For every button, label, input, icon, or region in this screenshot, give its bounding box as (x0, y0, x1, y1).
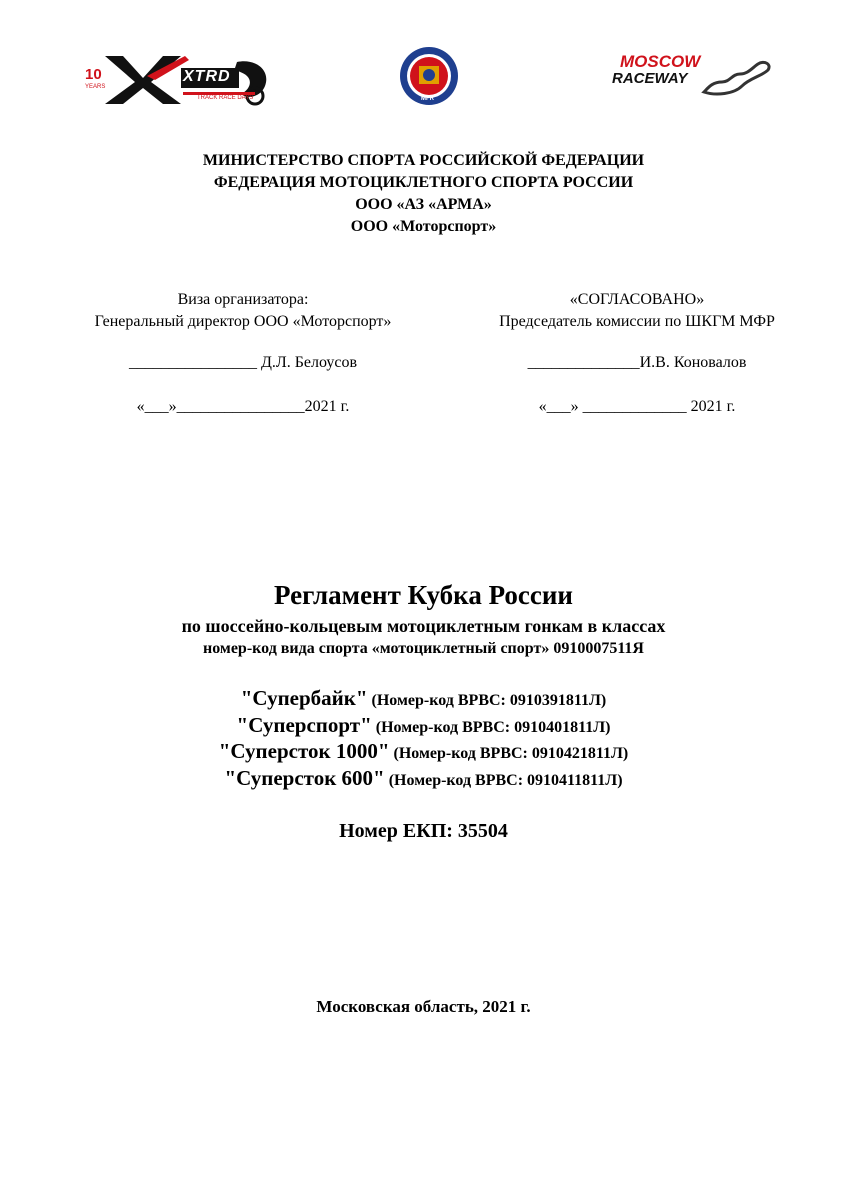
class-code: (Номер-код ВРВС: 0910391811Л) (371, 692, 607, 709)
moscow-raceway-logo (612, 52, 774, 100)
class-line (0, 738, 847, 767)
ekp-number: Номер ЕКП: 35504 (339, 820, 508, 842)
approval-right-position: Председатель комиссии по ШКГМ МФР (499, 313, 775, 330)
moscow-raceway-line2: RACEWAY (612, 70, 688, 87)
xtrd-tagline: TRACK RACE DAYS (197, 95, 254, 101)
xtrd-years-word: YEARS (85, 84, 106, 90)
header-org-arma: ООО «АЗ «АРМА» (355, 196, 492, 213)
sport-code: номер-код вида спорта «мотоциклетный спорт» 0910007511Я (203, 640, 644, 657)
document-title: Регламент Кубка России (274, 580, 573, 610)
class-name: "Суперсток 1000" (218, 739, 390, 763)
xtrd-logo (85, 48, 275, 110)
class-code: (Номер-код ВРВС: 0910421811Л) (393, 745, 629, 762)
mfr-emblem (394, 46, 464, 106)
approval-right-date: «___» _____________ 2021 г. (538, 398, 736, 415)
class-name: "Супербайк" (240, 686, 368, 710)
document-subtitle: по шоссейно-кольцевым мотоциклетным гонкам в классах (181, 616, 666, 636)
approval-left-position: Генеральный директор ООО «Моторспорт» (94, 313, 392, 330)
approval-right-signature: ______________И.В. Коновалов (527, 354, 747, 371)
header-org-motorsport: ООО «Моторспорт» (350, 218, 497, 235)
class-line (0, 685, 847, 714)
approval-left-title: Виза организатора: (177, 291, 309, 308)
class-line (0, 712, 847, 741)
xtrd-brand: XTRD (183, 68, 231, 85)
footer-location: Московская область, 2021 г. (316, 997, 531, 1016)
header-federation: ФЕДЕРАЦИЯ МОТОЦИКЛЕТНОГО СПОРТА РОССИИ (213, 174, 634, 191)
class-name: "Суперсток 600" (224, 766, 385, 790)
class-name: "Суперспорт" (236, 713, 372, 737)
xtrd-years-number: 10 (85, 66, 102, 83)
mfr-emblem-text: MFR (421, 96, 434, 102)
approval-left-date: «___»________________2021 г. (136, 398, 350, 415)
class-line (0, 765, 847, 794)
class-code: (Номер-код ВРВС: 0910401811Л) (375, 719, 611, 736)
moscow-raceway-line1: MOSCOW (620, 52, 701, 71)
class-code: (Номер-код ВРВС: 0910411811Л) (388, 772, 623, 789)
approval-left-signature: ________________ Д.Л. Белоусов (128, 354, 358, 371)
header-ministry: МИНИСТЕРСТВО СПОРТА РОССИЙСКОЙ ФЕДЕРАЦИИ (202, 152, 645, 169)
approval-right-title: «СОГЛАСОВАНО» (569, 291, 705, 308)
